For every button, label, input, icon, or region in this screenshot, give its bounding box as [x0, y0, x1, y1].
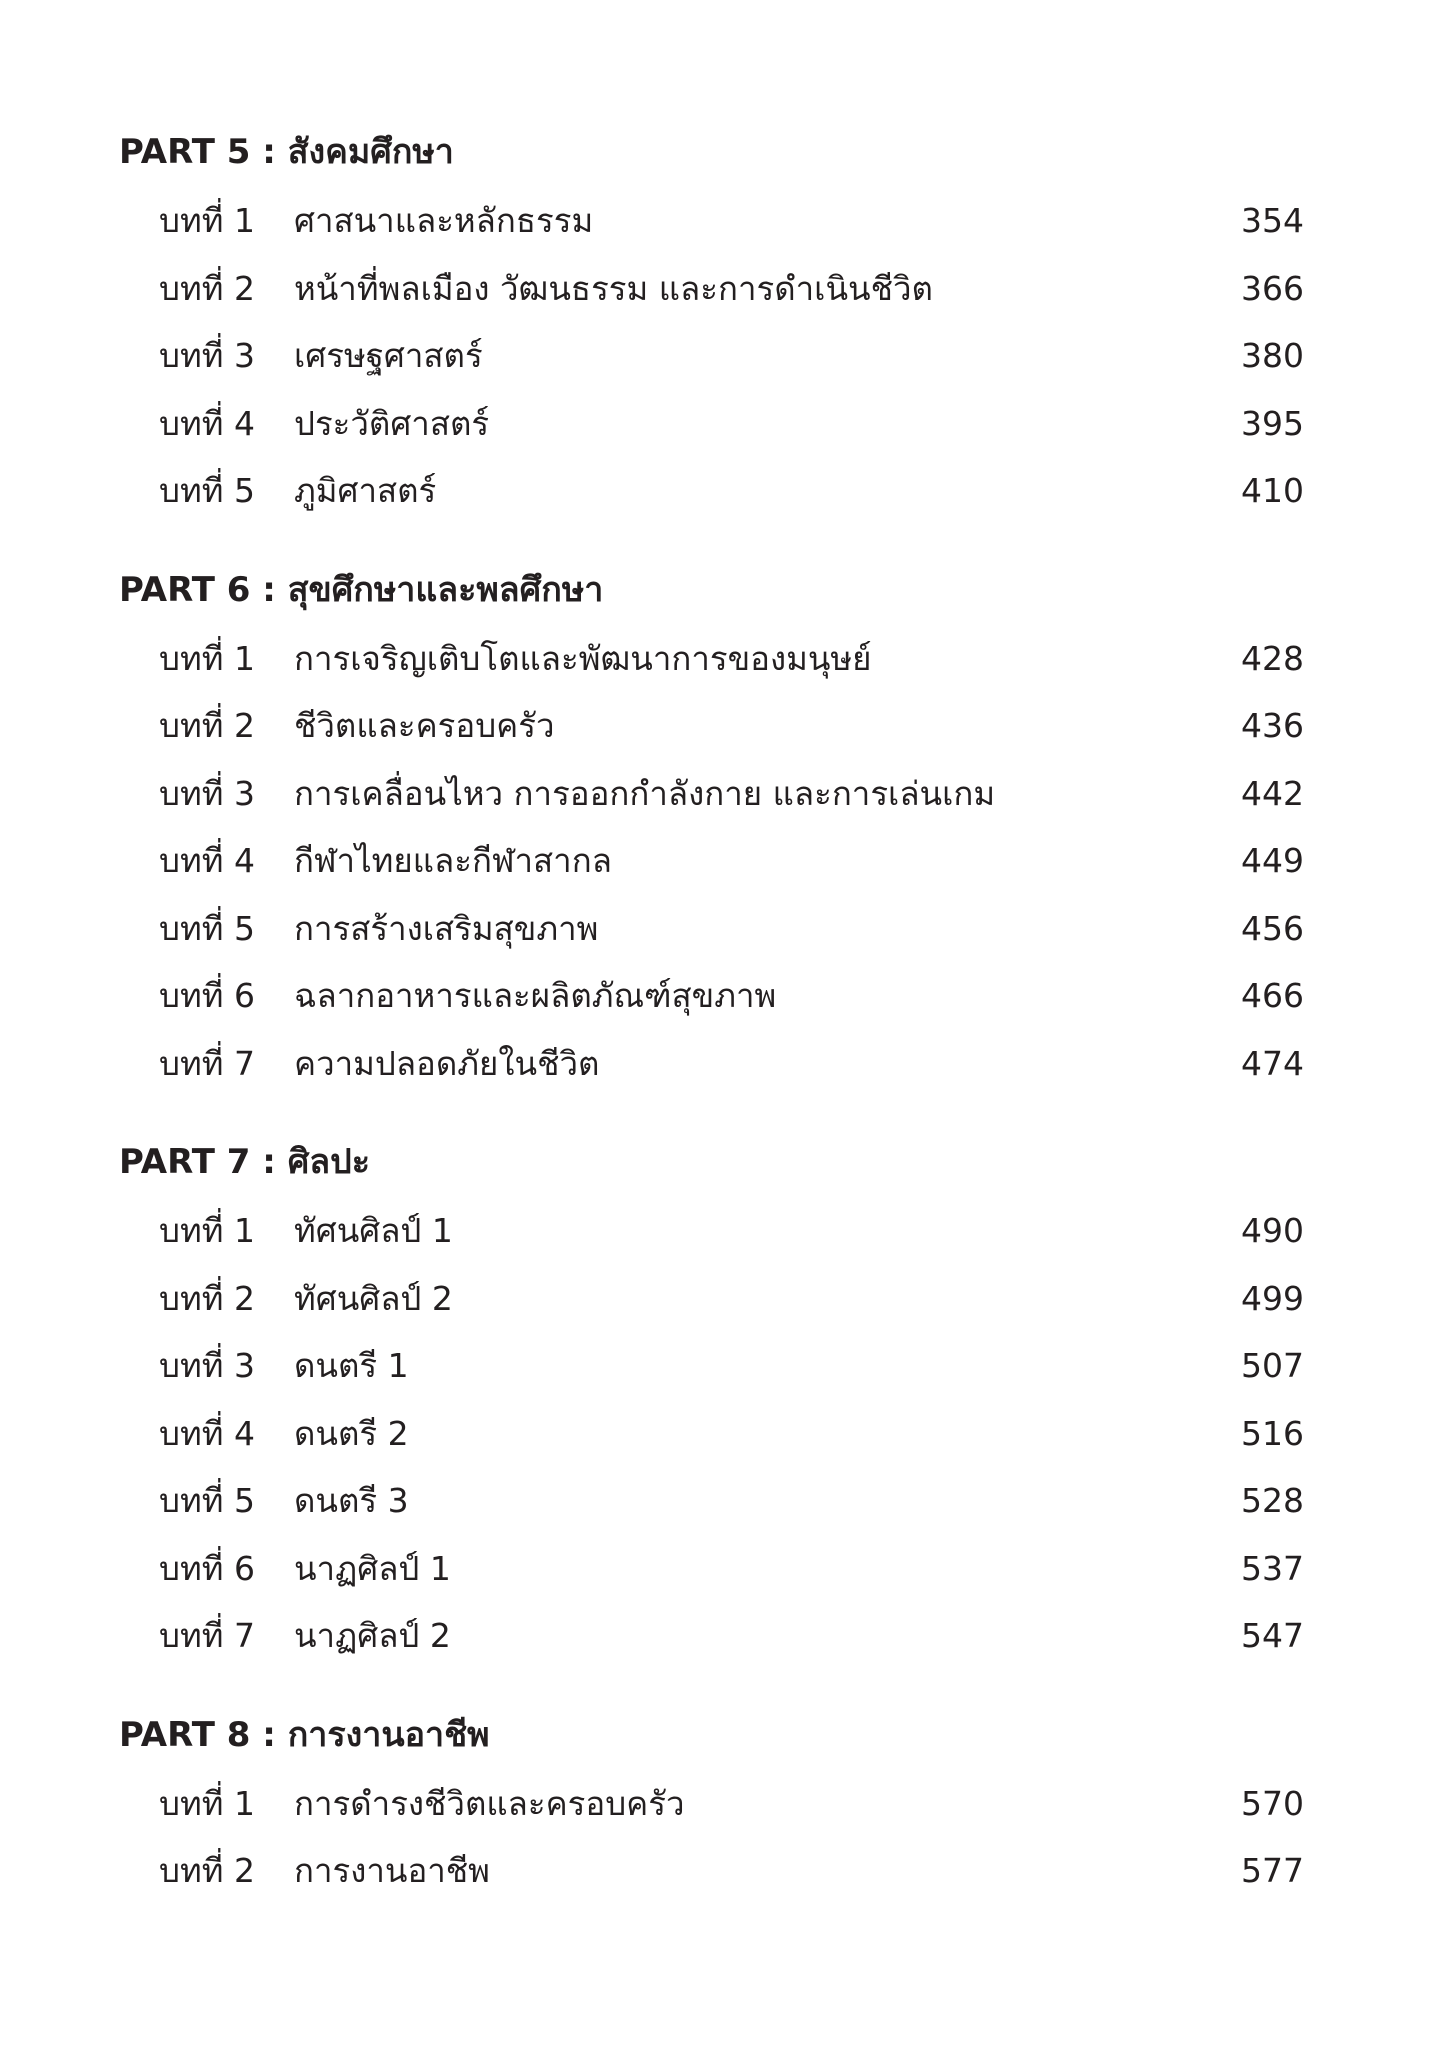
chapter-page-number: 456 — [1241, 908, 1304, 948]
chapter-label: บทที่ 2 — [159, 706, 255, 745]
part-heading: PART 6 : สุขศึกษาและพลศึกษา — [119, 569, 604, 610]
chapter-row — [0, 1467, 1455, 1535]
part-section — [0, 1701, 1455, 1905]
chapter-page-number: 490 — [1241, 1211, 1304, 1250]
chapter-row — [0, 1837, 1455, 1905]
chapter-page-number: 354 — [1241, 201, 1304, 240]
part-heading: PART 8 : การงานอาชีพ — [119, 1714, 490, 1755]
chapter-label: บทที่ 7 — [159, 1616, 255, 1655]
chapter-title: ภูมิศาสตร์ — [294, 471, 437, 510]
chapter-row — [0, 457, 1455, 525]
chapter-row — [0, 1197, 1455, 1265]
chapter-label: บทที่ 6 — [159, 1548, 255, 1588]
chapter-row — [0, 1332, 1455, 1400]
chapter-title: การดำรงชีวิตและครอบครัว — [294, 1783, 685, 1823]
chapter-row — [0, 390, 1455, 458]
chapter-page-number: 570 — [1241, 1783, 1304, 1823]
chapter-label: บทที่ 4 — [159, 1413, 255, 1453]
chapter-row — [0, 692, 1455, 760]
chapter-title: ชีวิตและครอบครัว — [294, 706, 555, 745]
part-heading: PART 7 : ศิลปะ — [119, 1142, 370, 1182]
chapter-label: บทที่ 2 — [159, 1278, 255, 1318]
chapter-title: กีฬาไทยและกีฬาสากล — [294, 841, 612, 880]
chapter-row — [0, 1265, 1455, 1333]
chapter-title: การเจริญเติบโตและพัฒนาการของมนุษย์ — [294, 638, 872, 678]
chapter-row — [0, 1602, 1455, 1670]
chapter-title: การงานอาชีพ — [294, 1851, 490, 1890]
chapter-title: ดนตรี 2 — [294, 1413, 409, 1453]
chapter-title: ดนตรี 3 — [294, 1481, 409, 1520]
part-heading: PART 5 : สังคมศึกษา — [119, 132, 454, 172]
chapter-label: บทที่ 2 — [159, 268, 255, 308]
chapter-row — [0, 827, 1455, 895]
chapter-label: บทที่ 4 — [159, 841, 255, 880]
chapter-title: ดนตรี 1 — [294, 1346, 409, 1385]
chapter-page-number: 466 — [1241, 976, 1304, 1015]
chapter-title: ฉลากอาหารและผลิตภัณฑ์สุขภาพ — [294, 976, 777, 1015]
chapter-page-number: 410 — [1241, 471, 1304, 510]
chapter-row — [0, 962, 1455, 1030]
chapter-page-number: 436 — [1241, 706, 1304, 745]
chapter-title: นาฏศิลป์ 1 — [294, 1548, 451, 1588]
chapter-label: บทที่ 1 — [159, 1211, 255, 1250]
chapter-row — [0, 625, 1455, 693]
part-section — [0, 1128, 1455, 1670]
chapter-page-number: 547 — [1241, 1616, 1304, 1655]
chapter-label: บทที่ 7 — [159, 1043, 255, 1083]
chapter-label: บทที่ 2 — [159, 1851, 255, 1890]
chapter-label: บทที่ 1 — [159, 638, 255, 678]
chapter-row — [0, 1535, 1455, 1603]
chapter-label: บทที่ 5 — [159, 471, 255, 510]
chapter-title: ความปลอดภัยในชีวิต — [294, 1043, 600, 1083]
chapter-label: บทที่ 3 — [159, 773, 255, 813]
chapter-row — [0, 1400, 1455, 1468]
chapter-title: ทัศนศิลป์ 1 — [294, 1211, 453, 1250]
chapter-label: บทที่ 3 — [159, 1346, 255, 1385]
chapter-page-number: 428 — [1241, 638, 1304, 678]
part-section — [0, 556, 1455, 1098]
chapter-page-number: 395 — [1241, 403, 1304, 443]
chapter-title: ทัศนศิลป์ 2 — [294, 1278, 453, 1318]
chapter-row — [0, 1030, 1455, 1098]
chapter-title: การเคลื่อนไหว การออกกำลังกาย และการเล่นเกม — [294, 773, 996, 813]
chapter-row — [0, 1770, 1455, 1838]
chapter-label: บทที่ 5 — [159, 1481, 255, 1520]
chapter-label: บทที่ 1 — [159, 1783, 255, 1823]
chapter-page-number: 537 — [1241, 1548, 1304, 1588]
chapter-page-number: 380 — [1241, 336, 1304, 375]
chapter-title: นาฏศิลป์ 2 — [294, 1616, 451, 1655]
chapter-page-number: 499 — [1241, 1278, 1304, 1318]
chapter-title: การสร้างเสริมสุขภาพ — [294, 908, 599, 948]
chapter-page-number: 474 — [1241, 1043, 1304, 1083]
chapter-row — [0, 322, 1455, 390]
chapter-row — [0, 895, 1455, 963]
chapter-page-number: 366 — [1241, 268, 1304, 308]
chapter-label: บทที่ 6 — [159, 976, 255, 1015]
chapter-page-number: 442 — [1241, 773, 1304, 813]
chapter-label: บทที่ 1 — [159, 201, 255, 240]
chapter-page-number: 577 — [1241, 1851, 1304, 1890]
chapter-title: ศาสนาและหลักธรรม — [294, 201, 594, 240]
chapter-label: บทที่ 4 — [159, 403, 255, 443]
chapter-row — [0, 255, 1455, 323]
chapter-title: หน้าที่พลเมือง วัฒนธรรม และการดำเนินชีวิต — [294, 268, 933, 308]
part-section — [0, 118, 1455, 525]
chapter-page-number: 507 — [1241, 1346, 1304, 1385]
chapter-label: บทที่ 3 — [159, 336, 255, 375]
chapter-page-number: 528 — [1241, 1481, 1304, 1520]
chapter-label: บทที่ 5 — [159, 908, 255, 948]
chapter-title: เศรษฐศาสตร์ — [294, 336, 483, 375]
chapter-page-number: 516 — [1241, 1413, 1304, 1453]
chapter-title: ประวัติศาสตร์ — [294, 403, 490, 443]
chapter-page-number: 449 — [1241, 841, 1304, 880]
chapter-row — [0, 760, 1455, 828]
chapter-row — [0, 187, 1455, 255]
